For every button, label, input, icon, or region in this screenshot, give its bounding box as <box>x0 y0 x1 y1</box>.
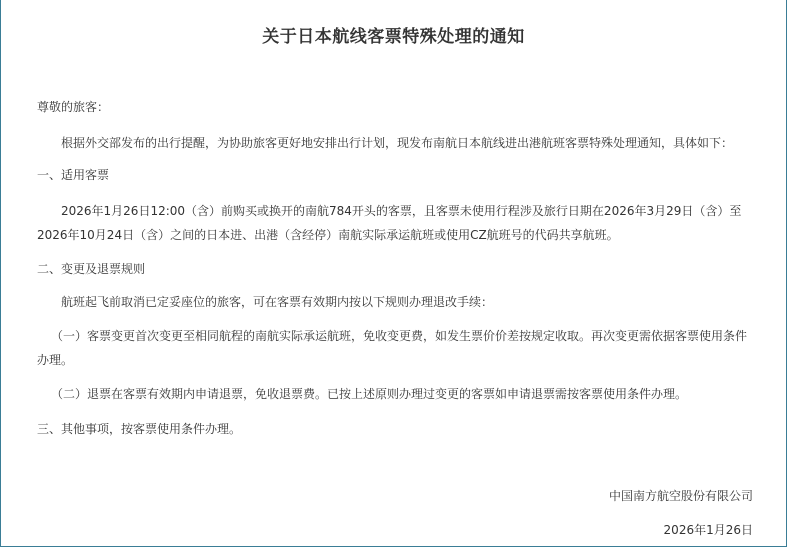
section-2-heading: 二、变更及退票规则 <box>37 262 146 276</box>
rule-1-line-2: 办理。 <box>37 353 74 367</box>
section-1-body-line-2: 2026年10月24日（含）之间的日本进、出港（含经停）南航实际承运航班或使用CZ航班号的代码共享航班。 <box>37 228 619 242</box>
greeting: 尊敬的旅客： <box>37 100 110 114</box>
rule-1-line-1: （一）客票变更首次变更至相同航程的南航实际承运航班，免收变更费，如发生票价价差按规定收取。再次变更需依据客票使用条件 <box>51 329 748 343</box>
issuer: 中国南方航空股份有限公司 <box>608 489 753 503</box>
section-3-heading: 三、其他事项，按客票使用条件办理。 <box>37 422 242 436</box>
intro-paragraph: 根据外交部发布的出行提醒，为协助旅客更好地安排出行计划，现发布南航日本航线进出港航班客票特殊处理通知，具体如下： <box>61 136 734 150</box>
notice-title: 关于日本航线客票特殊处理的通知 <box>262 27 525 47</box>
issue-date: 2026年1月26日 <box>663 523 753 537</box>
rule-2: （二）退票在客票有效期内申请退票，免收退票费。已按上述原则办理过变更的客票如申请退票需按客票使用条件办理。 <box>51 387 688 401</box>
section-2-intro: 航班起飞前取消已定妥座位的旅客，可在客票有效期内按以下规则办理退改手续： <box>61 295 494 309</box>
section-1-heading: 一、适用客票 <box>37 168 110 182</box>
section-1-body-line-1: 2026年1月26日12:00（含）前购买或换开的南航784开头的客票，且客票未使用行程涉及旅行日期在2026年3月29日（含）至 <box>61 204 742 218</box>
